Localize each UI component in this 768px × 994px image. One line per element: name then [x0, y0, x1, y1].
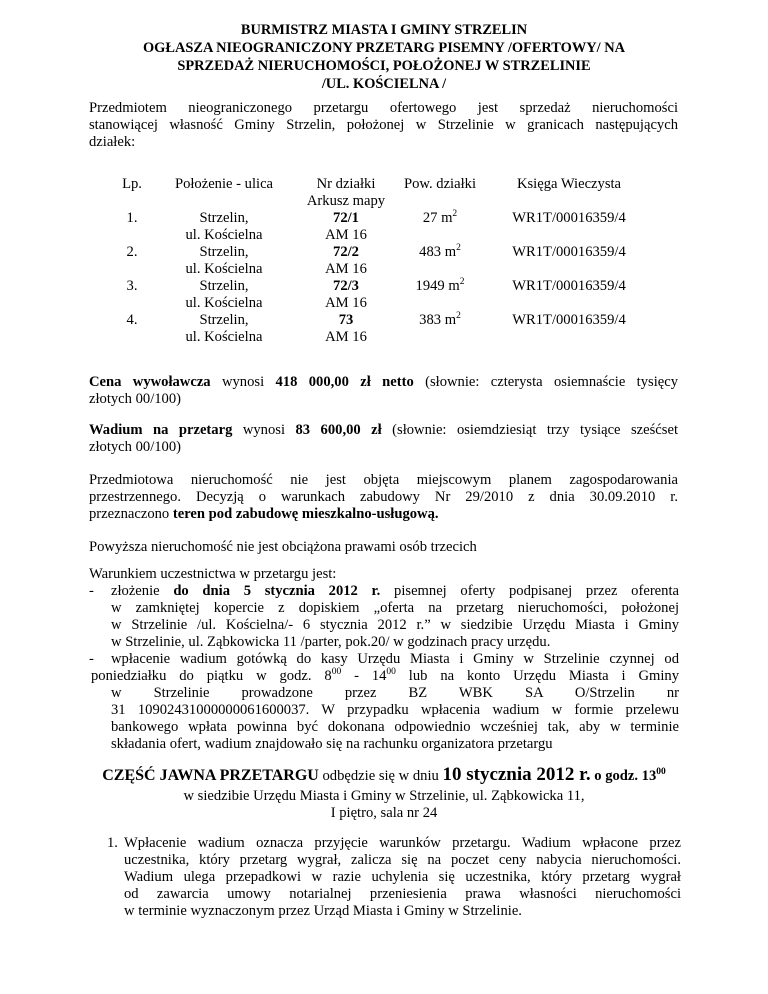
- punkt-1-line-5: w terminie wyznaczonym przez Urząd Miasta i Gminy w Strzelinie.: [124, 903, 522, 919]
- plan-line-3: przeznaczono teren pod zabudowę mieszkalno-usługową.: [89, 506, 439, 522]
- row-2-ulica-2: ul. Kościelna: [185, 261, 263, 277]
- row-3-nr: 72/3: [333, 278, 359, 294]
- bullet-2-line-4: 31 10902431000000061600037. W przypadku wpłacenia wadium w formie przelewu: [111, 702, 679, 718]
- punkt-1-line-1: 1. Wpłacenie wadium oznacza przyjęcie warunków przetargu. Wadium wpłacone przez: [107, 835, 681, 851]
- title-line-3: SPRZEDAŻ NIERUCHOMOŚCI, POŁOŻONEJ W STRZELINIE: [177, 58, 591, 74]
- obciazenia-paragraph: [89, 539, 678, 556]
- header-nr-dzialki: Nr działki: [316, 176, 376, 192]
- wadium-line-1: Wadium na przetarg wynosi 83 600,00 zł (słownie: osiemdziesiąt trzy tysiące sześćset: [89, 422, 678, 438]
- warunki-heading: [89, 566, 678, 583]
- document-title: [0, 21, 768, 93]
- row-3-ulica-2: ul. Kościelna: [185, 295, 263, 311]
- row-1-ulica-1: Strzelin,: [199, 210, 249, 226]
- bullet-1-line-2: w zamkniętej kopercie z dopiskiem „oferta na przetarg nieruchomości, położonej: [111, 600, 679, 616]
- warunki-list: [89, 583, 679, 753]
- bullet-1-line-4: w Strzelinie, ul. Ząbkowicka 11 /parter, pok.20/ w godzinach pracy urzędu.: [111, 634, 551, 650]
- row-2-ulica-1: Strzelin,: [199, 244, 249, 260]
- row-3-pow: 1949 $m^2$: [415, 277, 465, 294]
- row-2-pow: 483 $m^2$: [419, 243, 461, 260]
- cena-paragraph: [89, 374, 678, 408]
- cena-line-2: złotych 00/100): [89, 391, 182, 407]
- row-4-ulica-2: ul. Kościelna: [185, 329, 263, 345]
- bullet-1-line-3: w Strzelinie /ul. Kościelna/- 6 stycznia 2012 r.” w siedzibie Urzędu Miasta i Gminy: [111, 617, 679, 633]
- row-3-lp: 3.: [126, 278, 138, 294]
- header-lp: Lp.: [122, 176, 142, 192]
- row-4-am: AM 16: [325, 329, 367, 345]
- wadium-paragraph: [89, 422, 678, 456]
- header-ksiega: Księga Wieczysta: [516, 176, 622, 192]
- plan-line-1: Przedmiotowa nieruchomość nie jest objęta miejscowym planem zagospodarowania: [89, 472, 678, 488]
- row-4-nr: 73: [338, 312, 354, 328]
- punkty-list: [107, 835, 681, 920]
- bullet-dash: -: [89, 583, 94, 599]
- row-1-nr: 72/1: [333, 210, 359, 226]
- row-3-am: AM 16: [325, 295, 367, 311]
- jawna-line-2: w siedzibie Urzędu Miasta i Gminy w Strzelinie, ul. Ząbkowicka 11,: [183, 788, 585, 804]
- intro-line-2: stanowiącej własność Gminy Strzelin, położonej w Strzelinie w granicach następujących: [89, 117, 678, 133]
- row-1-am: AM 16: [325, 227, 367, 243]
- jawna-line-1: CZĘŚĆ JAWNA PRZETARGU odbędzie się w dniu 10 stycznia 2012 r. o godz. $13^{00}$: [102, 764, 666, 785]
- row-2-kw: WR1T/00016359/4: [512, 244, 626, 260]
- title-line-4: /UL. KOŚCIELNA /: [321, 76, 447, 92]
- jawna-line-3: I piętro, sala nr 24: [330, 805, 438, 821]
- bullet-dash: -: [89, 651, 94, 667]
- row-4-kw: WR1T/00016359/4: [512, 312, 626, 328]
- header-arkusz-mapy: Arkusz mapy: [306, 193, 386, 209]
- parcels-table: [106, 172, 646, 345]
- punkt-1-line-4: od zawarcia umowy notarialnej przeniesienia prawa własności nieruchomości: [124, 886, 681, 902]
- row-4-ulica-1: Strzelin,: [199, 312, 249, 328]
- plan-line-2: przestrzennego. Decyzją o warunkach zabudowy Nr 29/2010 z dnia 30.09.2010 r.: [89, 489, 678, 505]
- row-1-pow: 27 $m^2$: [422, 209, 458, 226]
- row-3-ulica-1: Strzelin,: [199, 278, 249, 294]
- bullet-2-line-1: - wpłacenie wadium gotówką do kasy Urzędu Miasta i Gminy w Strzelinie czynnej od: [89, 651, 679, 667]
- intro-paragraph: [89, 100, 678, 151]
- row-1-lp: 1.: [126, 210, 138, 226]
- title-line-1: BURMISTRZ MIASTA I GMINY STRZELIN: [240, 22, 528, 38]
- bullet-1-line-1: - złożenie do dnia 5 stycznia 2012 r. pisemnej oferty podpisanej przez oferenta: [89, 583, 679, 599]
- row-4-lp: 4.: [126, 312, 138, 328]
- row-1-kw: WR1T/00016359/4: [512, 210, 626, 226]
- bullet-2-line-3: w Strzelinie prowadzone przez BZ WBK SA O/Strzelin nr: [111, 685, 679, 701]
- row-4-pow: 383 $m^2$: [419, 311, 461, 328]
- intro-line-1: Przedmiotem nieograniczonego przetargu ofertowego jest sprzedaż nieruchomości: [89, 100, 678, 116]
- bullet-2-line-5: bankowego wpłata powinna być dokonana odpowiednio wcześniej tak, aby w terminie: [111, 719, 679, 735]
- row-3-kw: WR1T/00016359/4: [512, 278, 626, 294]
- row-2-nr: 72/2: [333, 244, 359, 260]
- bullet-2-line-2: poniedziałku do piątku w godz. $8^{00} - 14^{00}$ lub na konto Urzędu Miasta i Gminy: [91, 667, 679, 684]
- bullet-2-line-6: składania ofert, wadium znajdowało się na rachunku organizatora przetargu: [111, 736, 553, 752]
- row-1-ulica-2: ul. Kościelna: [185, 227, 263, 243]
- punkt-1-line-3: Wadium ulega przepadkowi w razie uchylenia się uczestnika, który przetarg wygrał: [124, 869, 681, 885]
- punkt-1-line-2: uczestnika, który przetarg wygrał, zalicza się na poczet ceny nabycia nieruchomości.: [124, 852, 681, 868]
- jawna-section: [0, 766, 768, 822]
- obciazenia-line: Powyższa nieruchomość nie jest obciążona prawami osób trzecich: [89, 539, 477, 555]
- row-2-am: AM 16: [325, 261, 367, 277]
- plan-paragraph: [89, 472, 678, 523]
- row-2-lp: 2.: [126, 244, 138, 260]
- header-polozenie: Położenie - ulica: [174, 176, 274, 192]
- warunki-head-line: Warunkiem uczestnictwa w przetargu jest:: [89, 566, 337, 582]
- cena-line-1: Cena wywoławcza wynosi 418 000,00 zł netto (słownie: czterysta osiemnaście tysięcy: [89, 374, 679, 390]
- intro-line-3: działek:: [89, 134, 136, 150]
- header-pow: Pow. działki: [403, 176, 476, 192]
- title-line-2: OGŁASZA NIEOGRANICZONY PRZETARG PISEMNY /OFERTOWY/ NA: [142, 40, 626, 56]
- wadium-line-2: złotych 00/100): [89, 439, 182, 455]
